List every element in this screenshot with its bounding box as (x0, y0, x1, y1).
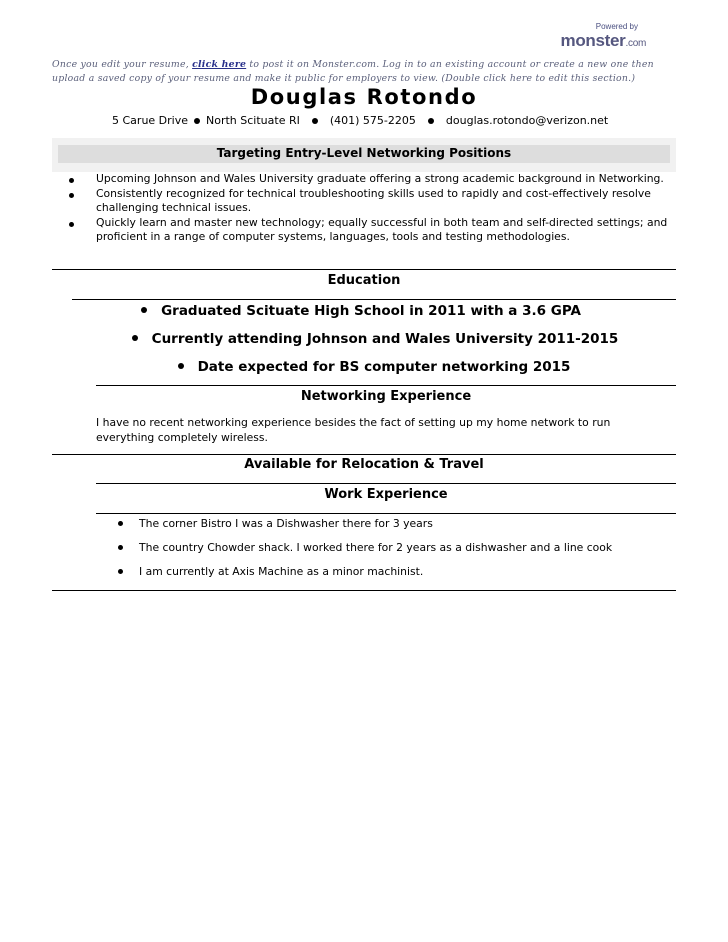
bullet (118, 569, 123, 574)
notice-text-before: Once you edit your resume, (52, 59, 193, 70)
powered-by-label: Powered by (595, 22, 638, 31)
education-heading: Education (327, 273, 401, 288)
bullet (178, 363, 184, 369)
education-text: Date expected for BS computer networking 2015 (197, 359, 571, 375)
divider (96, 385, 676, 386)
work-text: I am currently at Axis Machine as a minor machinist. (139, 565, 424, 578)
list-item (62, 172, 674, 187)
work-heading: Work Experience (324, 487, 448, 502)
list-item (62, 187, 674, 216)
work-item (118, 517, 433, 530)
divider (52, 590, 676, 591)
divider (52, 269, 676, 270)
brand-word: monster (560, 31, 626, 50)
divider (96, 513, 676, 514)
work-text: The country Chowder shack. I worked there for 2 years as a dishwasher and a line cook (139, 541, 613, 554)
bullet (69, 178, 74, 183)
relocation-heading: Available for Relocation & Travel (244, 457, 484, 472)
resume-name: Douglas Rotondo (250, 85, 478, 109)
summary-text: Upcoming Johnson and Wales University graduate offering a strong academic background in Networking. (96, 172, 664, 185)
separator-dot (428, 118, 434, 124)
contact-phone: (401) 575-2205 (329, 114, 416, 127)
bullet (132, 335, 138, 341)
divider (52, 454, 676, 455)
edit-notice[interactable] (52, 58, 682, 85)
education-item (0, 303, 725, 319)
contact-email: douglas.rotondo@verizon.net (445, 114, 609, 127)
bullet (118, 545, 123, 550)
monster-brand (561, 31, 646, 51)
networking-heading: Networking Experience (300, 389, 472, 404)
work-item (118, 541, 612, 554)
bullet (69, 193, 74, 198)
objective-title: Targeting Entry-Level Networking Positions (216, 146, 512, 160)
bullet (118, 521, 123, 526)
separator-dot (312, 118, 318, 124)
education-item (11, 331, 728, 347)
summary-text: Consistently recognized for technical troubleshooting skills used to rapidly and cost-effectively resolve challenging technical issues. (96, 186, 651, 214)
education-text: Currently attending Johnson and Wales University 2011-2015 (151, 331, 619, 347)
list-item (62, 216, 674, 245)
divider (96, 483, 676, 484)
networking-text: I have no recent networking experience besides the fact of setting up my home network to run everything completely wireless. (96, 416, 611, 444)
work-text: The corner Bistro I was a Dishwasher there for 3 years (139, 517, 433, 530)
education-item (10, 359, 728, 375)
separator-dot (194, 118, 200, 124)
bullet (141, 307, 147, 313)
bullet (69, 222, 74, 227)
brand-suffix: .com (625, 38, 646, 49)
summary-text: Quickly learn and master new technology; equally successful in both team and self-directed settings; and proficient in a range of computer systems, languages, tools and testing methodologies. (96, 215, 668, 243)
click-here-link[interactable]: click here (192, 59, 247, 70)
contact-city: North Scituate RI (206, 114, 300, 127)
divider (72, 299, 676, 300)
summary-list (62, 172, 674, 245)
contact-line (112, 114, 608, 127)
work-item (118, 565, 423, 578)
notice-text-after: to post it on Monster.com. Log in to an existing account or create a new one then upload a saved copy of your resume and make it public for employers to view. (Double click here to edit this section.) (52, 59, 654, 84)
monster-logo[interactable] (542, 22, 646, 50)
contact-address: 5 Carue Drive (112, 114, 189, 127)
education-text: Graduated Scituate High School in 2011 with a 3.6 GPA (161, 303, 581, 319)
